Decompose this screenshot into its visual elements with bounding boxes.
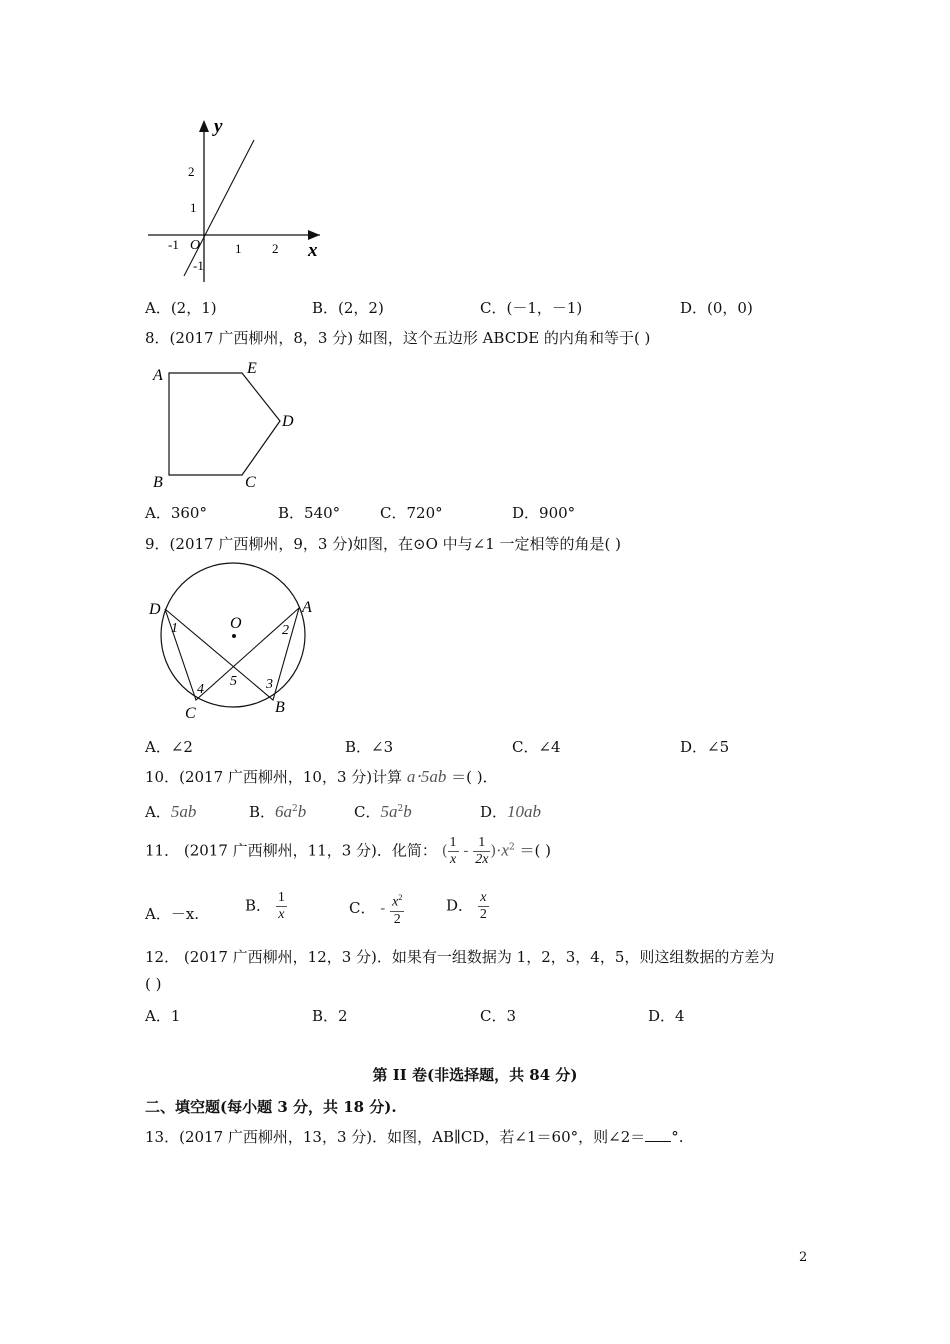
q11-frac-1: [448, 835, 459, 868]
y-arrow: [199, 120, 209, 132]
angle-1: 1: [171, 621, 178, 636]
q11-close: ): [490, 841, 497, 860]
label-A: A: [153, 367, 163, 384]
q8-option-c: C．720°: [380, 504, 443, 522]
q11-minus: -: [463, 841, 469, 860]
tick-y-2: 2: [188, 164, 195, 179]
x-label: x: [308, 240, 318, 261]
q8-option-d: D．900°: [512, 504, 576, 522]
q13-line: [145, 1126, 684, 1147]
tick-y-m1: -1: [193, 258, 204, 273]
label-E: E: [247, 360, 257, 377]
part-heading: 二、填空题(每小题 3 分，共 18 分).: [145, 1098, 397, 1116]
q11-option-a: A．－x.: [145, 905, 200, 923]
q7-option-a: A．(2，1): [145, 299, 217, 317]
y-label: y: [214, 116, 223, 137]
tick-x-1: 1: [235, 241, 242, 256]
q12-stem-2: ( ): [145, 975, 162, 993]
label-O: O: [230, 615, 242, 632]
q10-d-value: 10ab: [507, 802, 542, 821]
q11-option-d: [446, 890, 489, 923]
q9-option-a: A．∠2: [145, 738, 193, 756]
angle-2: 2: [282, 623, 289, 638]
q10-option-c: [354, 801, 412, 822]
q11-c-frac: [390, 890, 404, 928]
label-A: A: [302, 599, 312, 616]
q10-c-label: C．: [354, 803, 381, 821]
q11-f1-den: x: [449, 852, 457, 867]
q10-b-exp: 2: [292, 804, 298, 814]
q9-stem: 9．(2017 广西柳州，9，3 分)如图，在⊙O 中与∠1 一定相等的角是( ): [145, 535, 622, 553]
q13-stem: 13．(2017 广西柳州，13，3 分)．如图，AB∥CD，若∠1＝60°，则∠2＝: [145, 1128, 646, 1146]
q9-option-c: C．∠4: [512, 738, 561, 756]
q11-b-frac: [276, 890, 287, 923]
q10-stem: 10．(2017 广西柳州，10，3 分)计算: [145, 768, 403, 786]
q12-option-b: B．2: [312, 1007, 348, 1025]
circle-figure: [145, 560, 325, 725]
q11-exp: 2: [508, 842, 515, 853]
q10-option-b: [249, 801, 306, 822]
q10-expr-end: ＝( )．: [451, 768, 498, 786]
q11-frac-2: [473, 835, 490, 868]
q11-option-c: [349, 890, 404, 928]
q11-c-num: x: [392, 894, 399, 910]
q7-option-c: C．(－1，－1): [480, 299, 583, 317]
pentagon: [169, 373, 280, 475]
pentagon-figure: [145, 355, 315, 495]
q10-expr-a: a: [406, 767, 416, 786]
q11-d-label: D．: [446, 896, 474, 915]
q8-option-b: B．540°: [278, 504, 341, 522]
q7-option-b: B．(2，2): [312, 299, 384, 317]
q11-f2-num: 1: [473, 835, 490, 852]
q9-option-d: D．∠5: [680, 738, 730, 756]
q10-c-exp: 2: [397, 804, 404, 814]
q11-c-sign: -: [380, 898, 386, 917]
q11-op: ⋅: [496, 841, 502, 860]
q8-stem: 8．(2017 广西柳州，8，3 分) 如图，这个五边形 ABCDE 的内角和等于( ): [145, 329, 651, 347]
page-number: 2: [799, 1250, 808, 1265]
x-arrow: [308, 230, 320, 240]
q10-stem-line: [145, 766, 498, 787]
label-B: B: [275, 699, 285, 716]
q11-b-num: 1: [277, 890, 285, 905]
tick-x-2: 2: [272, 241, 279, 256]
q11-stem-line: [145, 835, 551, 868]
q10-a-label: A．: [145, 803, 171, 821]
angle-3: 3: [266, 677, 273, 692]
label-D: D: [149, 601, 161, 618]
q11-b-den: x: [278, 907, 285, 922]
q12-option-d: D．4: [648, 1007, 685, 1025]
q10-c-tail: b: [403, 802, 412, 821]
q12-option-c: C．3: [480, 1007, 517, 1025]
q10-expr-op: ⋅: [415, 767, 421, 786]
coordinate-figure: [140, 110, 340, 290]
q10-option-d: [480, 801, 541, 822]
q10-expr-b: 5ab: [420, 767, 447, 786]
q11-c-exp: 2: [398, 893, 403, 902]
q10-b-label: B．: [249, 803, 276, 821]
q10-d-label: D．: [480, 803, 508, 821]
angle-5: 5: [230, 674, 237, 689]
q10-a-value: 5ab: [170, 802, 197, 821]
q8-option-a: A．360°: [145, 504, 207, 522]
q11-f1-num: 1: [449, 835, 457, 850]
q11-c-label: C．: [349, 898, 376, 917]
q7-option-d: D．(0，0): [680, 299, 753, 317]
angle-4: 4: [197, 682, 204, 697]
q11-b-label: B．: [245, 896, 272, 915]
q11-tail: ＝( ): [519, 841, 551, 860]
tick-y-1: 1: [190, 200, 197, 215]
tick-x-m1: -1: [168, 237, 179, 252]
q11-d-frac: [478, 890, 489, 923]
q11-stem: 11． (2017 广西柳州，11，3 分)．化简：: [145, 841, 437, 860]
q11-d-den: 2: [479, 907, 487, 922]
label-C: C: [245, 474, 256, 491]
q11-c-den: 2: [393, 911, 401, 927]
q13-tail: °.: [671, 1128, 684, 1146]
q10-b-value: 6a: [275, 802, 293, 821]
q11-option-b: [245, 890, 287, 923]
label-B: B: [153, 474, 163, 491]
label-D: D: [282, 413, 294, 430]
center-dot: [232, 634, 236, 638]
q11-c-num-wrap: [390, 890, 404, 912]
q11-x: x: [501, 840, 509, 860]
q10-b-tail: b: [297, 802, 307, 821]
label-C: C: [185, 705, 196, 722]
q11-open: (: [441, 841, 448, 860]
origin-label: O: [190, 238, 201, 253]
q11-d-num: x: [478, 890, 489, 907]
section-title: 第 II 卷(非选择题，共 84 分): [372, 1066, 578, 1084]
q10-option-a: [145, 801, 196, 822]
q11-f2-den: 2x: [475, 852, 489, 867]
q12-option-a: A．1: [145, 1007, 181, 1025]
q10-c-value: 5a: [380, 802, 398, 821]
answer-blank[interactable]: [645, 1127, 671, 1142]
q9-option-b: B．∠3: [345, 738, 394, 756]
q12-stem: 12． (2017 广西柳州，12，3 分)．如果有一组数据为 1，2，3，4，5，则这组数据的方差为: [145, 948, 775, 966]
